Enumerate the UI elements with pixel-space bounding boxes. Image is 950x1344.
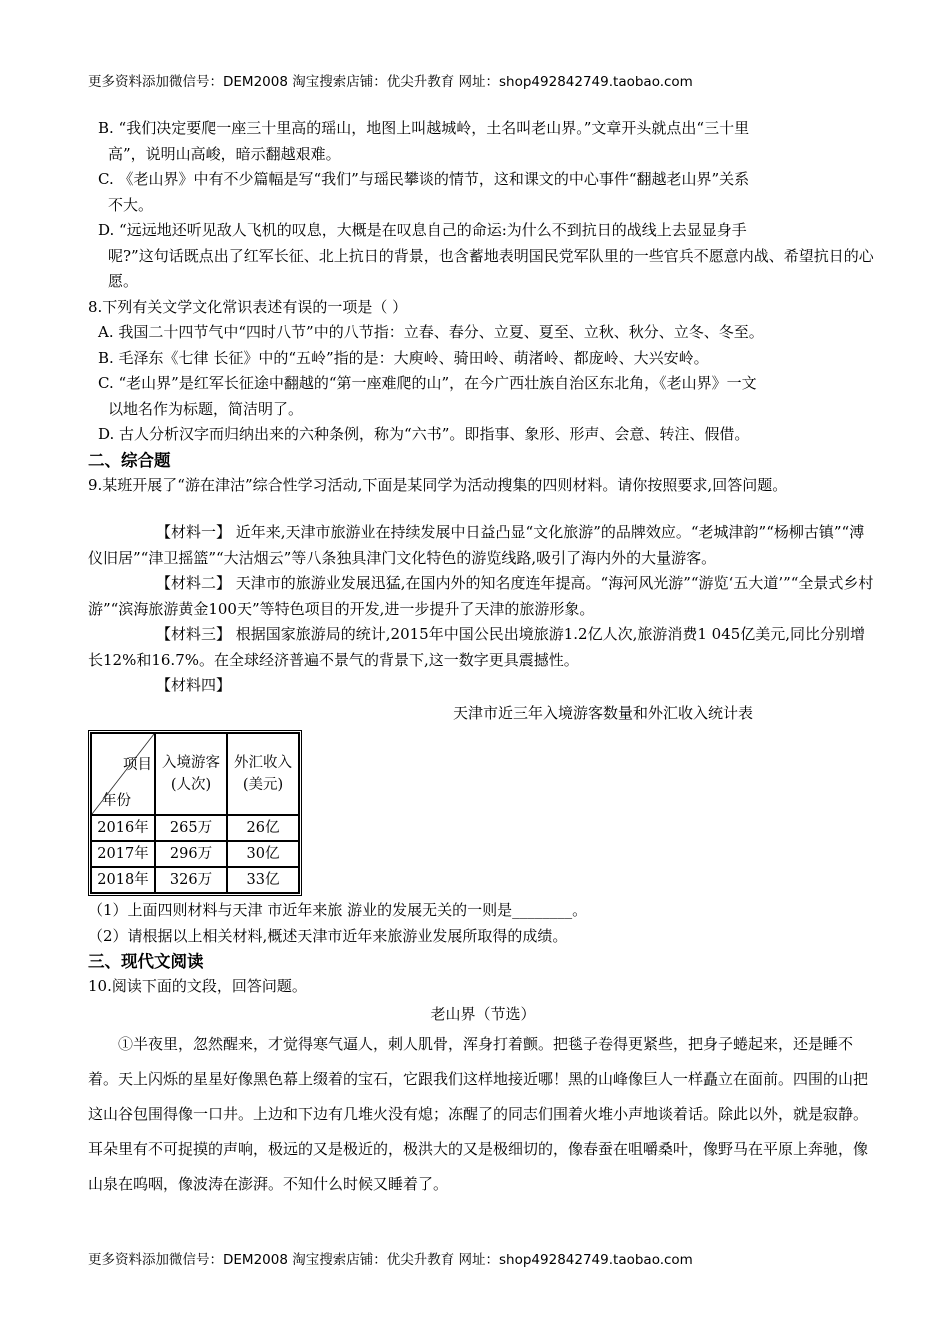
material-2: 【材料二】 天津市的旅游业发展迅猛,在国内外的知名度连年提高。“海河风光游”“游览‘五大道’”“全景式乡村游”“滨海旅游黄金100天”等特色项目的开发,进一步提升了天津的旅游形象。: [88, 574, 874, 618]
cell-year: 2018年: [91, 867, 155, 893]
option-text: D. “远远地还听见敌人飞机的叹息，大概是在叹息自己的命运:为什么不到抗日的战线上去显显身手: [98, 221, 747, 239]
cell-income: 33亿: [227, 867, 299, 893]
option-text: B. “我们决定要爬一座三十里高的瑶山，地图上叫越城岭，土名叫老山界。”文章开头就点出“三十里: [98, 119, 750, 137]
q8-stem: 8.下列有关文学文化常识表述有误的一项是（ ）: [88, 297, 408, 316]
option-text: A. 我国二十四节气中“四时八节”中的八节指：立春、春分、立夏、夏至、立秋、秋分、立冬、冬至。: [98, 323, 764, 341]
column-header-line: 入境游客: [162, 755, 220, 771]
option-continuation: 呢?”这句话既点出了红军长征、北上抗日的背景，也含蓄地表明国民党军队里的一些官兵不愿意内战、希望抗日的心愿。: [108, 246, 874, 290]
cell-income: 26亿: [227, 815, 299, 841]
option-text: D. 古人分析汉字而归纳出来的六种条例，称为“六书”。即指事、象形、形声、会意、转注、假借。: [98, 425, 750, 443]
cell-year: 2016年: [91, 815, 155, 841]
material-1: 【材料一】 近年来,天津市旅游业在持续发展中日益凸显“文化旅游”的品牌效应。“老城津韵”“杨柳古镇”“溥仪旧居”“津卫摇篮”“大沽烟云”等八条独具津门文化特色的游览线路,吸引了海内外的大量游客。: [88, 523, 865, 567]
section-title-reading: 三、现代文阅读: [88, 952, 204, 971]
page-content: [88, 116, 878, 1202]
cell-income: 30亿: [227, 841, 299, 867]
q8-option-b: [88, 346, 878, 372]
q8-option-c: [88, 371, 878, 422]
cell-year: 2017年: [91, 841, 155, 867]
q7-option-b: [88, 116, 878, 167]
corner-label-year: 年份: [102, 793, 131, 809]
tourism-stat-table: [88, 730, 302, 896]
table-row: [91, 841, 299, 867]
q8-option-d: [88, 422, 878, 448]
material-4-label: 【材料四】: [156, 676, 232, 694]
q9-subquestion-1: （1）上面四则材料与天津 市近年来旅 游业的发展无关的一则是________。: [88, 901, 588, 919]
column-header-income: [227, 733, 299, 815]
material-3: 【材料三】 根据国家旅游局的统计,2015年中国公民出境旅游1.2亿人次,旅游消费1 045亿美元,同比分别增长12%和16.7%。在全球经济普遍不景气的背景下,这一数字更具震撼性。: [88, 625, 866, 669]
column-header-line: 外汇收入: [234, 755, 292, 771]
option-text: C. 《老山界》中有不少篇幅是写“我们”与瑶民攀谈的情节，这和课文的中心事件“翻越老山界”关系: [98, 170, 750, 188]
passage-title: 老山界（节选）: [430, 1004, 536, 1023]
q7-option-d: [88, 218, 878, 295]
corner-label-item: 项目: [123, 757, 152, 773]
column-header-visitors: [155, 733, 227, 815]
page-footer: 更多资料添加微信号：DEM2008 淘宝搜索店铺：优尖升教育 网址：shop492842749.taobao.com: [88, 1252, 693, 1268]
table-corner-cell: [91, 733, 155, 815]
q9-stem: 9.某班开展了“游在津沽”综合性学习活动,下面是某同学为活动搜集的四则材料。请你按照要求,回答问题。: [88, 475, 788, 494]
table-row: [91, 815, 299, 841]
table-row: [91, 867, 299, 893]
option-text: C. “老山界”是红军长征途中翻越的“第一座难爬的山”，在今广西壮族自治区东北角，《老山界》一文: [98, 374, 757, 392]
option-continuation: 不大。: [108, 195, 154, 214]
cell-visitors: 296万: [155, 841, 227, 867]
option-text: B. 毛泽东《七律 长征》中的“五岭”指的是：大庾岭、骑田岭、萌渚岭、都庞岭、大兴安岭。: [98, 348, 709, 367]
q7-option-c: [88, 167, 878, 218]
q8-option-a: [88, 320, 878, 346]
q10-stem: 10.阅读下面的文段，回答问题。: [88, 977, 307, 995]
q9-subquestion-2: （2）请根据以上相关材料,概述天津市近年来旅游业发展所取得的成绩。: [88, 926, 568, 945]
column-header-unit: (美元): [242, 777, 284, 793]
reading-passage: [88, 1002, 878, 1203]
column-header-unit: (人次): [170, 777, 212, 793]
page-header: 更多资料添加微信号：DEM2008 淘宝搜索店铺：优尖升教育 网址：shop492842749.taobao.com: [88, 74, 693, 90]
cell-visitors: 265万: [155, 815, 227, 841]
table-caption: 天津市近三年入境游客数量和外汇收入统计表: [452, 703, 753, 722]
option-continuation: 以地名作为标题，简洁明了。: [108, 399, 304, 418]
option-continuation: 高”，说明山高峻，暗示翻越艰难。: [108, 144, 341, 163]
passage-paragraph: ①半夜里，忽然醒来，才觉得寒气逼人，刺人肌骨，浑身打着颤。把毯子卷得更紧些，把身子蜷起来，还是睡不着。天上闪烁的星星好像黑色幕上缀着的宝石，它跟我们这样地接近哪！黑的山峰像巨人一样矗立在面前。四围的山把这山谷包围得像一口井。上边和下边有几堆火没有熄；冻醒了的同志们围着火堆小声地谈着话。除此以外，就是寂静。耳朵里有不可捉摸的声响，极远的又是极近的，极洪大的又是极细切的，像春蚕在咀嚼桑叶，像野马在平原上奔驰，像山泉在呜咽，像波涛在澎湃。不知什么时候又睡着了。: [88, 1035, 869, 1193]
cell-visitors: 326万: [155, 867, 227, 893]
section-title-comprehensive: 二、综合题: [88, 450, 171, 470]
